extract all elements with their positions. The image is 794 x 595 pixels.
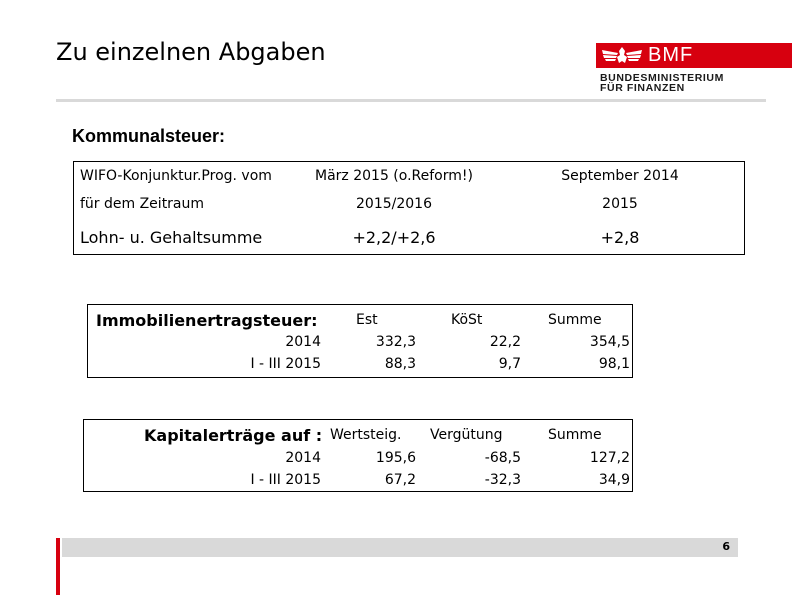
kap-cell: 34,9 <box>598 472 630 488</box>
immo-cell: 9,7 <box>498 356 521 372</box>
kap-cell: 195,6 <box>375 450 416 466</box>
title-divider <box>56 99 766 102</box>
row-label-wages: Lohn- u. Gehaltsumme <box>80 228 263 247</box>
page-number: 6 <box>722 540 730 553</box>
cell-period-march: 2015/2016 <box>356 196 432 212</box>
footer-accent-line <box>56 538 60 595</box>
immo-cell: 354,5 <box>589 334 630 350</box>
kap-header-wertsteig: Wertsteig. <box>330 427 402 443</box>
immo-header-koest: KöSt <box>451 312 483 328</box>
kap-row-label: 2014 <box>285 450 321 466</box>
row-label-prognosis: WIFO-Konjunktur.Prog. vom <box>80 168 272 184</box>
cell-period-september: 2015 <box>602 196 638 212</box>
cell-prognosis-september: September 2014 <box>561 168 679 184</box>
cell-wages-september: +2,8 <box>600 228 640 247</box>
kommunal-table <box>73 161 745 255</box>
page-title: Zu einzelnen Abgaben <box>56 38 326 66</box>
footer-bar <box>62 538 738 557</box>
logo-ministry-line1: BUNDESMINISTERIUM <box>600 72 724 84</box>
kap-header-verguetung: Vergütung <box>430 427 503 443</box>
section-heading: Kommunalsteuer: <box>72 126 226 146</box>
immo-cell: 22,2 <box>489 334 521 350</box>
kap-header-summe: Summe <box>548 427 602 443</box>
immo-cell: 88,3 <box>384 356 416 372</box>
immo-header-summe: Summe <box>548 312 602 328</box>
kap-cell: 127,2 <box>589 450 630 466</box>
kap-row-label: I - III 2015 <box>250 472 321 488</box>
immo-row-label: I - III 2015 <box>250 356 321 372</box>
kap-table-title: Kapitalerträge auf : <box>144 426 323 445</box>
kap-table <box>83 419 633 492</box>
cell-prognosis-march: März 2015 (o.Reform!) <box>315 168 473 184</box>
eagle-logo-icon <box>600 45 644 66</box>
row-label-period: für dem Zeitraum <box>80 196 205 212</box>
immo-header-est: Est <box>356 312 378 328</box>
cell-wages-march: +2,2/+2,6 <box>352 228 436 247</box>
kap-cell: -68,5 <box>484 450 521 466</box>
immo-table <box>87 304 633 378</box>
kap-cell: -32,3 <box>484 472 521 488</box>
immo-table-title: Immobilienertragsteuer: <box>96 311 318 330</box>
immo-row-label: 2014 <box>285 334 321 350</box>
immo-cell: 98,1 <box>598 356 630 372</box>
logo-ministry-line2: FÜR FINANZEN <box>600 82 685 94</box>
logo-brand-text: BMF <box>648 44 694 66</box>
immo-cell: 332,3 <box>375 334 416 350</box>
kap-cell: 67,2 <box>384 472 416 488</box>
